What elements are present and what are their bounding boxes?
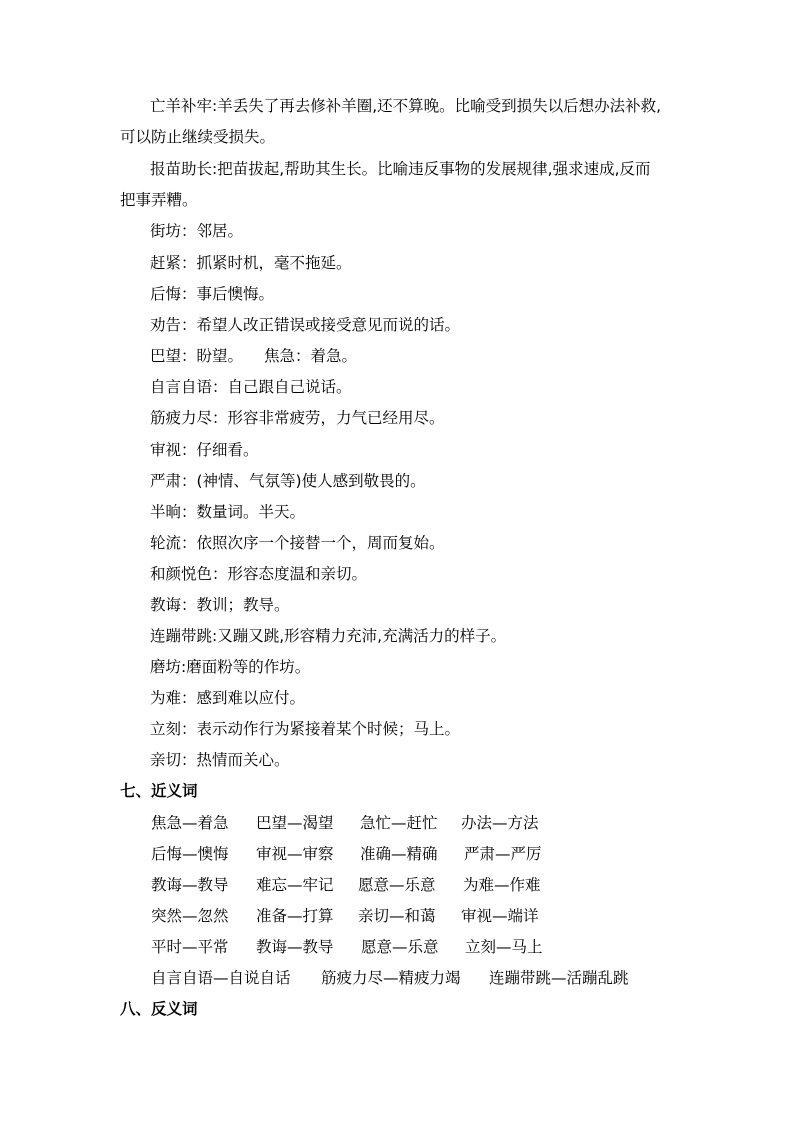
synonym-pair: 愿意—乐意 <box>361 938 439 956</box>
definition-line: 磨坊:磨面粉等的作坊。 <box>150 658 311 676</box>
synonym-pair: 审视—端详 <box>461 907 539 925</box>
synonym-pair: 平时—平常 <box>151 938 229 956</box>
definition-line: 连蹦带跳:又蹦又跳,形容精力充沛,充满活力的样子。 <box>150 627 507 645</box>
definition-line: 亲切：热情而关心。 <box>150 751 290 769</box>
definition-line: 焦急：着急。 <box>264 347 358 365</box>
synonym-pair: 准确—精确 <box>360 845 438 863</box>
synonym-pair: 办法—方法 <box>461 814 539 832</box>
definition-line: 和颜悦色：形容态度温和亲切。 <box>150 565 368 583</box>
synonym-pair: 突然—忽然 <box>151 907 229 925</box>
definition-line: 亡羊补牢:羊丢失了再去修补羊圈,还不算晚。比喻受到损失以后想办法补救, <box>150 97 662 115</box>
definition-line: 审视：仔细看。 <box>150 441 259 459</box>
definition-line: 劝告：希望人改正错误或接受意见而说的话。 <box>150 316 461 334</box>
definition-line: 严肃：(神情、气氛等)使人感到敬畏的。 <box>150 472 426 490</box>
synonym-pair: 愿意—乐意 <box>358 876 436 894</box>
synonym-pair: 立刻—马上 <box>465 938 543 956</box>
definition-line: 后悔：事后懊悔。 <box>150 285 275 303</box>
synonym-pair: 后悔—懊悔 <box>151 845 229 863</box>
synonym-pair: 自言自语—自说自话 <box>151 969 291 987</box>
definition-line: 赶紧：抓紧时机，毫不拖延。 <box>150 254 352 272</box>
synonym-pair: 严肃—严厉 <box>464 845 542 863</box>
synonym-pair: 审视—审察 <box>256 845 334 863</box>
section-heading-antonyms: 八、反义词 <box>120 1000 198 1018</box>
synonym-pair: 巴望—渴望 <box>256 814 334 832</box>
synonym-pair: 焦急—着急 <box>151 814 229 832</box>
synonym-pair: 准备—打算 <box>256 907 334 925</box>
definition-line: 教诲：教训；教导。 <box>150 596 290 614</box>
definition-line: 把事弄糟。 <box>120 191 198 209</box>
definition-line: 筋疲力尽：形容非常疲劳，力气已经用尽。 <box>150 409 445 427</box>
definition-line: 轮流：依照次序一个接替一个，周而复始。 <box>150 534 445 552</box>
definition-line: 报苗助长:把苗拔起,帮助其生长。比喻违反事物的发展规律,强求速成,反而 <box>150 160 651 178</box>
section-heading-synonyms: 七、近义词 <box>120 782 198 800</box>
synonym-pair: 教诲—教导 <box>151 876 229 894</box>
definition-line: 街坊：邻居。 <box>150 222 244 240</box>
synonym-pair: 教诲—教导 <box>256 938 334 956</box>
definition-line: 立刻：表示动作行为紧接着某个时候；马上。 <box>150 720 461 738</box>
synonym-pair: 亲切—和蔼 <box>358 907 436 925</box>
definition-line: 巴望：盼望。 <box>150 347 244 365</box>
definition-line: 可以防止继续受损失。 <box>120 128 276 146</box>
synonym-pair: 连蹦带跳—活蹦乱跳 <box>489 969 629 987</box>
synonym-pair: 急忙—赶忙 <box>360 814 438 832</box>
definition-line: 半晌：数量词。半天。 <box>150 503 306 521</box>
definition-line: 为难：感到难以应付。 <box>150 689 306 707</box>
synonym-pair: 难忘—牢记 <box>256 876 334 894</box>
synonym-pair: 筋疲力尽—精疲力竭 <box>321 969 461 987</box>
synonym-pair: 为难—作难 <box>463 876 541 894</box>
definition-line: 自言自语：自己跟自己说话。 <box>150 378 352 396</box>
